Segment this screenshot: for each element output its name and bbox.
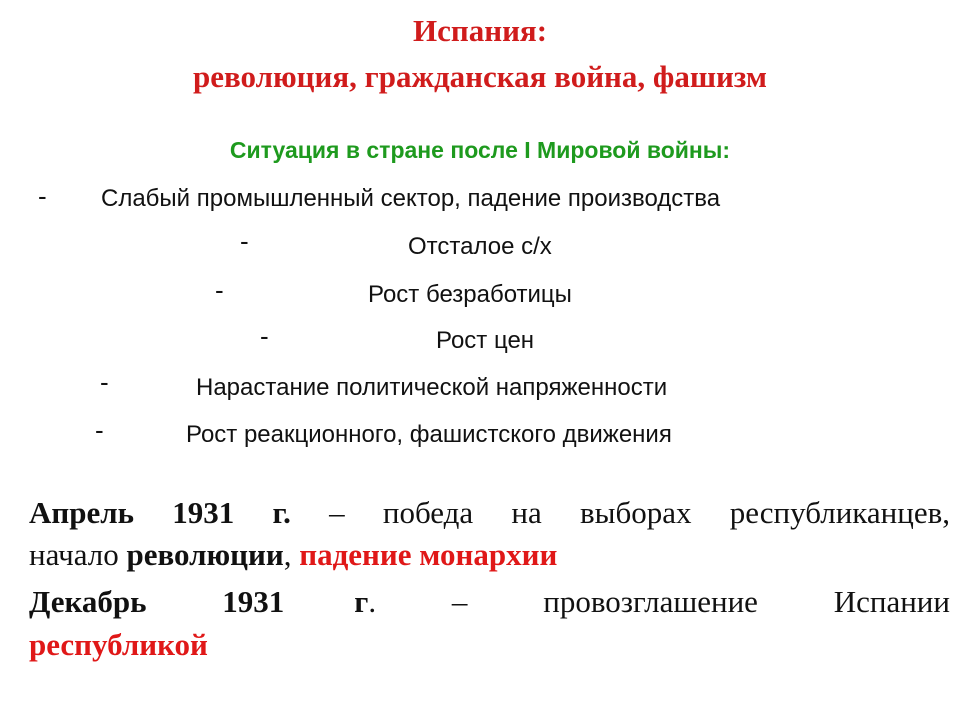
bullet-item-agriculture: Отсталое с/х bbox=[408, 233, 552, 260]
event-april-comma: , bbox=[283, 537, 300, 572]
bullet-item-weak-industry: Слабый промышленный сектор, падение производства bbox=[101, 185, 721, 212]
bullet-dash: - bbox=[240, 226, 249, 256]
event-december-text: . – провозглашение Испании bbox=[368, 584, 950, 619]
event-april-date: Апрель 1931 г. bbox=[29, 495, 291, 530]
section-subtitle: Ситуация в стране после I Мировой войны: bbox=[229, 137, 731, 163]
slide-title-line-1: Испания: bbox=[412, 13, 548, 48]
slide-title-line-2: революция, гражданская война, фашизм bbox=[192, 59, 768, 94]
event-december-line-1 bbox=[29, 582, 950, 621]
event-april-revolution: революции bbox=[126, 537, 284, 572]
bullet-item-prices: Рост цен bbox=[436, 327, 535, 354]
bullet-dash: - bbox=[38, 181, 47, 211]
bullet-dash: - bbox=[260, 321, 269, 351]
bullet-item-fascist-movement: Рост реакционного, фашистского движения bbox=[186, 421, 672, 448]
event-april-line-2 bbox=[29, 535, 950, 574]
event-april-text-start: начало bbox=[29, 537, 127, 572]
event-december-year-suffix: г bbox=[354, 584, 369, 619]
bullet-dash: - bbox=[95, 415, 104, 445]
bullet-dash: - bbox=[215, 275, 224, 305]
event-december-date: Декабрь 1931 bbox=[29, 584, 285, 619]
event-december-line-2 bbox=[29, 625, 950, 664]
event-april-line-1 bbox=[29, 493, 950, 532]
event-april-monarchy-fall: падение монархии bbox=[299, 537, 558, 572]
bullet-item-unemployment: Рост безработицы bbox=[368, 281, 572, 308]
event-april-text: – победа на выборах республиканцев, bbox=[290, 495, 950, 530]
bullet-dash: - bbox=[100, 367, 109, 397]
event-december-republic: республикой bbox=[29, 627, 208, 662]
bullet-item-political-tension: Нарастание политической напряженности bbox=[196, 374, 668, 401]
